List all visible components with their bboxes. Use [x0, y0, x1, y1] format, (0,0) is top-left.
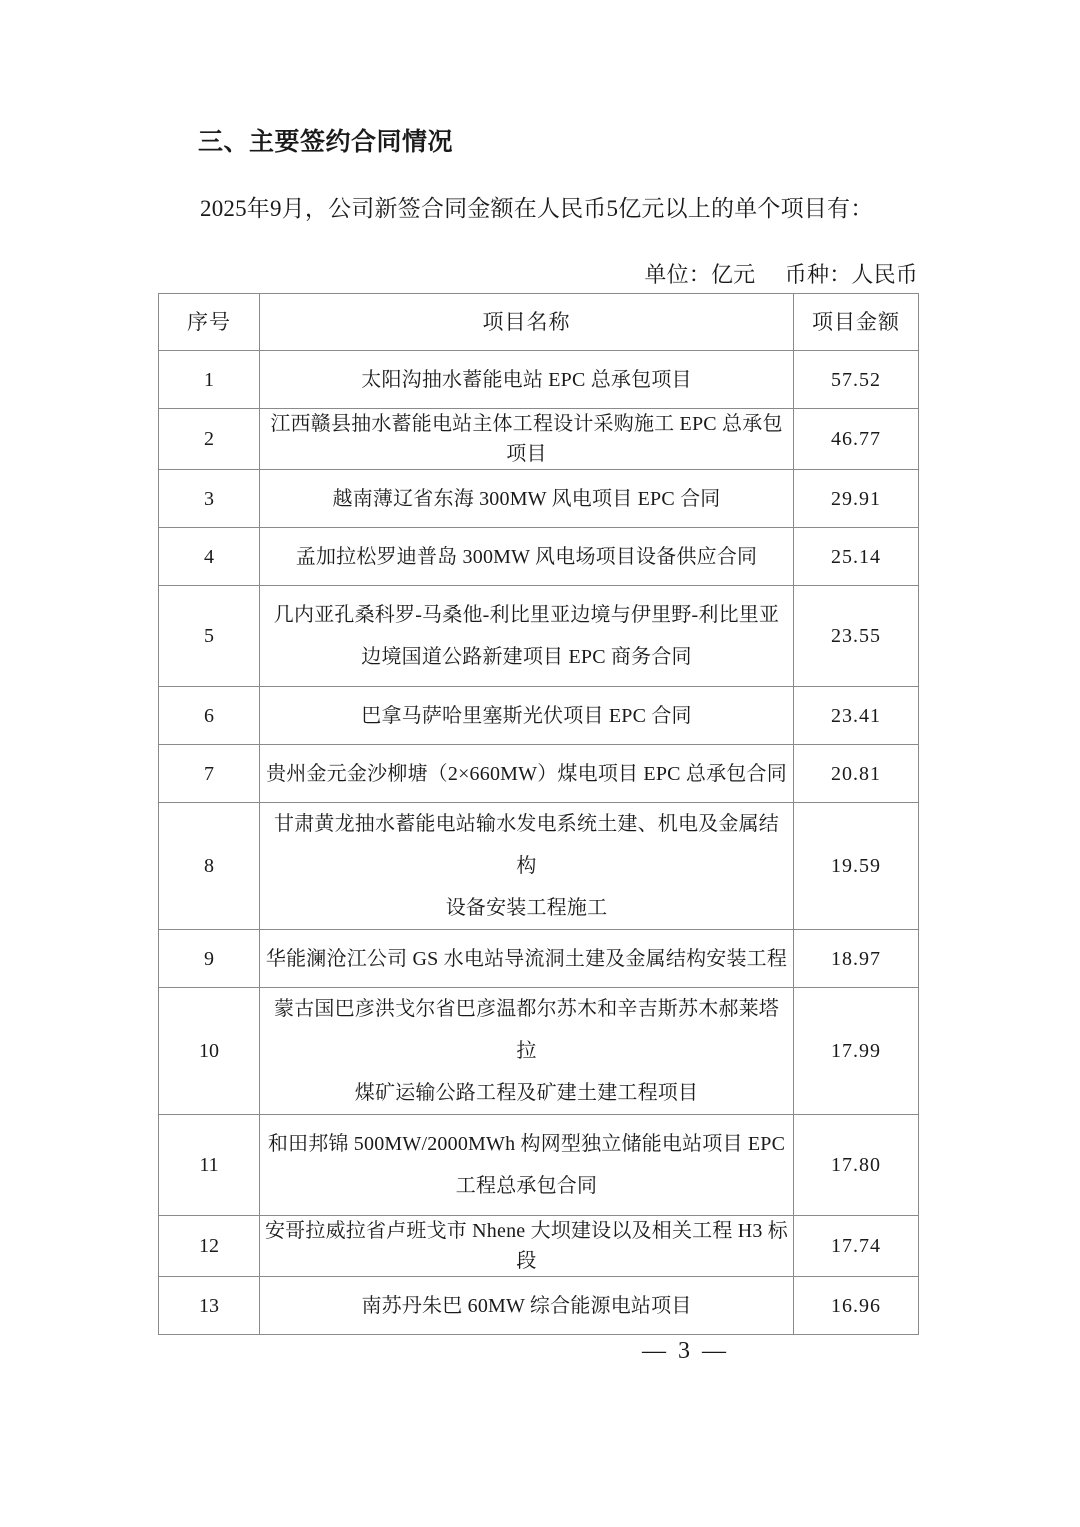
table-row: [159, 409, 919, 470]
cell-project-name: [260, 988, 794, 1115]
project-name-line: 工程总承包合同: [455, 1175, 598, 1197]
cell-serial-number: 13: [159, 1277, 260, 1335]
table-row: [159, 745, 919, 803]
cell-serial-number: 2: [159, 409, 260, 470]
section-heading: 三、主要签约合同情况: [198, 129, 454, 156]
cell-project-name: [260, 1216, 794, 1277]
project-name-line: 贵州金元金沙柳塘（2×660MW）煤电项目 EPC 总承包合同: [266, 762, 787, 785]
table-row: [159, 1115, 919, 1216]
cell-project-name: [260, 1115, 794, 1216]
table-row: [159, 1216, 919, 1277]
cell-serial-number: 1: [159, 351, 260, 409]
cell-serial-number: 11: [159, 1115, 260, 1216]
cell-project-amount: 46.77: [794, 409, 919, 470]
project-name-line: 几内亚孔桑科罗-马桑他-利比里亚边境与伊里野-利比里亚: [273, 604, 780, 626]
cell-project-amount: 17.74: [794, 1216, 919, 1277]
table-row: [159, 687, 919, 745]
cell-project-amount: 18.97: [794, 930, 919, 988]
page-number-value: 3: [678, 1338, 692, 1364]
project-name-line: 甘肃黄龙抽水蓄能电站输水发电系统土建、机电及金属结构: [274, 813, 779, 877]
project-name-line: 巴拿马萨哈里塞斯光伏项目 EPC 合同: [361, 704, 692, 727]
header-cell-amount: 项目金额: [794, 294, 919, 351]
cell-project-name: [260, 745, 794, 803]
cell-serial-number: 6: [159, 687, 260, 745]
cell-project-name: [260, 470, 794, 528]
cell-project-amount: 29.91: [794, 470, 919, 528]
cell-project-amount: 17.99: [794, 988, 919, 1115]
cell-project-amount: 17.80: [794, 1115, 919, 1216]
cell-serial-number: 8: [159, 803, 260, 930]
project-name-line: 边境国道公路新建项目 EPC 商务合同: [361, 646, 692, 668]
cell-serial-number: 4: [159, 528, 260, 586]
cell-project-amount: 16.96: [794, 1277, 919, 1335]
cell-project-name: [260, 528, 794, 586]
table-row: [159, 930, 919, 988]
table-header-row: [159, 294, 919, 351]
project-name-line: 蒙古国巴彦洪戈尔省巴彦温都尔苏木和辛吉斯苏木郝莱塔拉: [274, 998, 779, 1062]
cell-project-amount: 23.41: [794, 687, 919, 745]
cell-serial-number: 5: [159, 586, 260, 687]
project-name-line: 越南薄辽省东海 300MW 风电项目 EPC 合同: [332, 487, 721, 510]
project-name-line: 设备安装工程施工: [445, 897, 608, 919]
cell-project-name: [260, 586, 794, 687]
table-row: [159, 586, 919, 687]
table-row: [159, 988, 919, 1115]
cell-project-name: [260, 1277, 794, 1335]
unit-label: 单位：亿元: [644, 262, 756, 287]
header-cell-no: 序号: [159, 294, 260, 351]
table-row: [159, 528, 919, 586]
cell-serial-number: 3: [159, 470, 260, 528]
cell-serial-number: 10: [159, 988, 260, 1115]
cell-serial-number: 9: [159, 930, 260, 988]
cell-project-amount: 23.55: [794, 586, 919, 687]
page-dash-left: —: [642, 1338, 668, 1364]
currency-label: 币种：人民币: [784, 262, 918, 287]
project-name-line: 江西赣县抽水蓄能电站主体工程设计采购施工 EPC 总承包项目: [270, 413, 783, 465]
cell-project-name: [260, 803, 794, 930]
contract-table: [158, 293, 919, 1335]
table-row: [159, 351, 919, 409]
page-footer: [0, 1338, 1080, 1365]
project-name-line: 和田邦锦 500MW/2000MWh 构网型独立储能电站项目 EPC: [267, 1133, 786, 1155]
cell-project-amount: 20.81: [794, 745, 919, 803]
project-name-line: 南苏丹朱巴 60MW 综合能源电站项目: [361, 1294, 692, 1317]
cell-serial-number: 12: [159, 1216, 260, 1277]
project-name-line: 安哥拉威拉省卢班戈市 Nhene 大坝建设以及相关工程 H3 标段: [264, 1220, 789, 1272]
header-cell-name: 项目名称: [260, 294, 794, 351]
intro-paragraph: 2025年9月，公司新签合同金额在人民币5亿元以上的单个项目有：: [200, 196, 874, 221]
cell-project-name: [260, 409, 794, 470]
project-name-line: 华能澜沧江公司 GS 水电站导流洞土建及金属结构安装工程: [265, 947, 788, 970]
table-row: [159, 470, 919, 528]
cell-project-name: [260, 930, 794, 988]
cell-project-name: [260, 687, 794, 745]
project-name-line: 煤矿运输公路工程及矿建土建工程项目: [354, 1082, 699, 1104]
table-row: [159, 1277, 919, 1335]
cell-project-amount: 57.52: [794, 351, 919, 409]
cell-project-name: [260, 351, 794, 409]
unit-currency-note: [158, 260, 918, 290]
cell-project-amount: 25.14: [794, 528, 919, 586]
cell-serial-number: 7: [159, 745, 260, 803]
table-row: [159, 803, 919, 930]
page-dash-right: —: [702, 1338, 728, 1364]
cell-project-amount: 19.59: [794, 803, 919, 930]
project-name-line: 孟加拉松罗迪普岛 300MW 风电场项目设备供应合同: [295, 545, 758, 568]
project-name-line: 太阳沟抽水蓄能电站 EPC 总承包项目: [361, 368, 692, 391]
